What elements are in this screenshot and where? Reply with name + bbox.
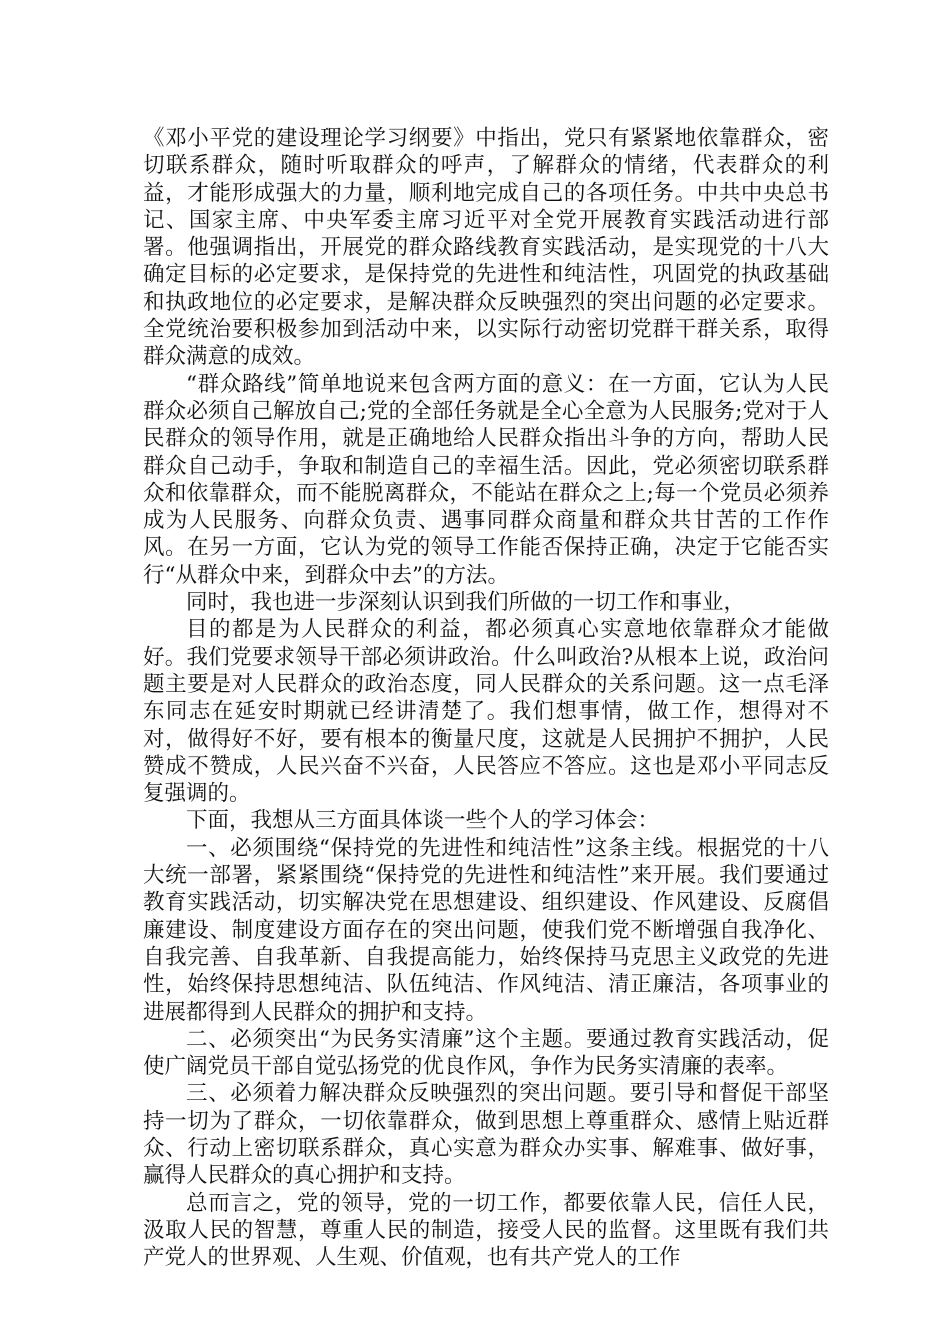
paragraph-point-three: 三、必须着力解决群众反映强烈的突出问题。要引导和督促干部坚持一切为了群众，一切依靠群众，做到思想上尊重群众、感情上贴近群众、行动上密切联系群众，真心实意为群众办实事、解难事、做好事，赢得人民群众的真心拥护和支持。 — [143, 1081, 829, 1189]
paragraph-point-one: 一、必须围绕“保持党的先进性和纯洁性”这条主线。根据党的十八大统一部署，紧紧围绕“保持党的先进性和纯洁性”来开展。我们要通过教育实践活动，切实解决党在思想建设、组织建设、作风建设、反腐倡廉建设、制度建设方面存在的突出问题，使我们党不断增强自我净化、自我完善、自我革新、自我提高能力，始终保持马克思主义政党的先进性，始终保持思想纯洁、队伍纯洁、作风纯洁、清正廉洁，各项事业的进展都得到人民群众的拥护和支持。 — [143, 835, 829, 1025]
paragraph-mass-line: “群众路线”简单地说来包含两方面的意义：在一方面，它认为人民群众必须自己解放自己;党的全部任务就是全心全意为人民服务;党对于人民群众的领导作用，就是正确地给人民群众指出斗争的方向，帮助人民群众自己动手，争取和制造自己的幸福生活。因此，党必须密切联系群众和依靠群众，而不能脱离群众，不能站在群众之上;每一个党员必须养成为人民服务、向群众负责、遇事同群众商量和群众共甘苦的工作作风。在另一方面，它认为党的领导工作能否保持正确，决定于它能否实行“从群众中来，到群众中去”的方法。 — [143, 371, 829, 588]
document-body — [143, 125, 829, 1271]
paragraph-understanding: 同时，我也进一步深刻认识到我们所做的一切工作和事业， — [186, 590, 746, 616]
paragraph-point-two: 二、必须突出“为民务实清廉”这个主题。要通过教育实践活动，促使广阔党员干部自觉弘扬党的优良作风，争作为民务实清廉的表率。 — [143, 1026, 829, 1080]
paragraph-conclusion: 总而言之，党的领导，党的一切工作，都要依靠人民，信任人民，汲取人民的智慧，尊重人民的制造，接受人民的监督。这里既有我们共产党人的世界观、人生观、价值观，也有共产党人的工作 — [143, 1190, 829, 1271]
paragraph-intro: 《邓小平党的建设理论学习纲要》中指出，党只有紧紧地依靠群众，密切联系群众，随时听取群众的呼声，了解群众的情绪，代表群众的利益，才能形成强大的力量，顺利地完成自己的各项任务。中共中央总书记、国家主席、中央军委主席习近平对全党开展教育实践活动进行部署。他强调指出，开展党的群众路线教育实践活动，是实现党的十八大确定目标的必定要求，是保持党的先进性和纯洁性，巩固党的执政基础和执政地位的必定要求，是解决群众反映强烈的突出问题的必定要求。全党统治要积极参加到活动中来，以实际行动密切党群干群关系，取得群众满意的成效。 — [143, 126, 829, 370]
paragraph-three-aspects: 下面，我想从三方面具体谈一些个人的学习体会： — [186, 808, 660, 834]
paragraph-purpose: 目的都是为人民群众的利益，都必须真心实意地依靠群众才能做好。我们党要求领导干部必须讲政治。什么叫政治?从根本上说，政治问题主要是对人民群众的政治态度，同人民群众的关系问题。这一点毛泽东同志在延安时期就已经讲清楚了。我们想事情，做工作，想得对不对，做得好不好，要有根本的衡量尺度，这就是人民拥护不拥护，人民赞成不赞成，人民兴奋不兴奋，人民答应不答应。这也是邓小平同志反复强调的。 — [143, 617, 829, 807]
